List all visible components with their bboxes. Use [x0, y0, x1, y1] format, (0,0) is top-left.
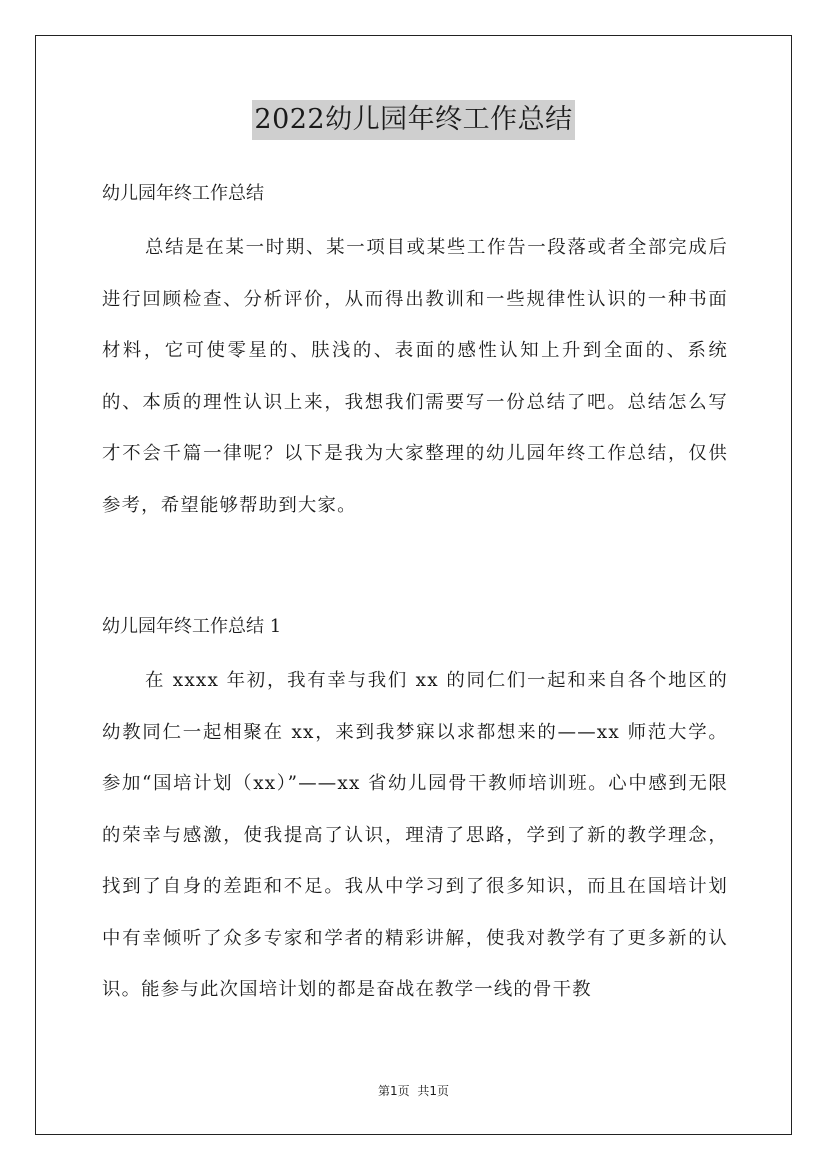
- document-title: 2022幼儿园年终工作总结: [252, 100, 574, 140]
- page-number: 第1页: [377, 1084, 410, 1098]
- intro-paragraph: 总结是在某一时期、某一项目或某些工作告一段落或者全部完成后进行回顾检查、分析评价，从而得出教训和一些规律性认识的一种书面材料，它可使零星的、肤浅的、表面的感性认知上升到全面的、系统的、本质的理性认识上来，我想我们需要写一份总结了吧。总结怎么写才不会千篇一律呢？以下是我为大家整理的幼儿园年终工作总结，仅供参考，希望能够帮助到大家。: [102, 237, 728, 516]
- page-footer: [0, 1083, 827, 1099]
- intro-heading: 幼儿园年终工作总结: [102, 183, 264, 204]
- section-1-heading: 幼儿园年终工作总结 1: [102, 616, 282, 637]
- page-total: 共1页: [417, 1084, 450, 1098]
- title-wrap: [0, 100, 827, 140]
- section-1-paragraph: 在 xxxx 年初，我有幸与我们 xx 的同仁们一起和来自各个地区的幼教同仁一起相聚在 xx，来到我梦寐以求都想来的——xx 师范大学。参加“国培计划（xx）”——xx 省幼儿园骨干教师培训班。心中感到无限的荣幸与感激，使我提高了认识，理清了思路，学到了新的教学理念，找到了自身的差距和不足。我从中学习到了很多知识，而且在国培计划中有幸倾听了众多专家和学者的精彩讲解，使我对教学有了更多新的认识。能参与此次国培计划的都是奋战在教学一线的骨干教: [102, 670, 728, 1000]
